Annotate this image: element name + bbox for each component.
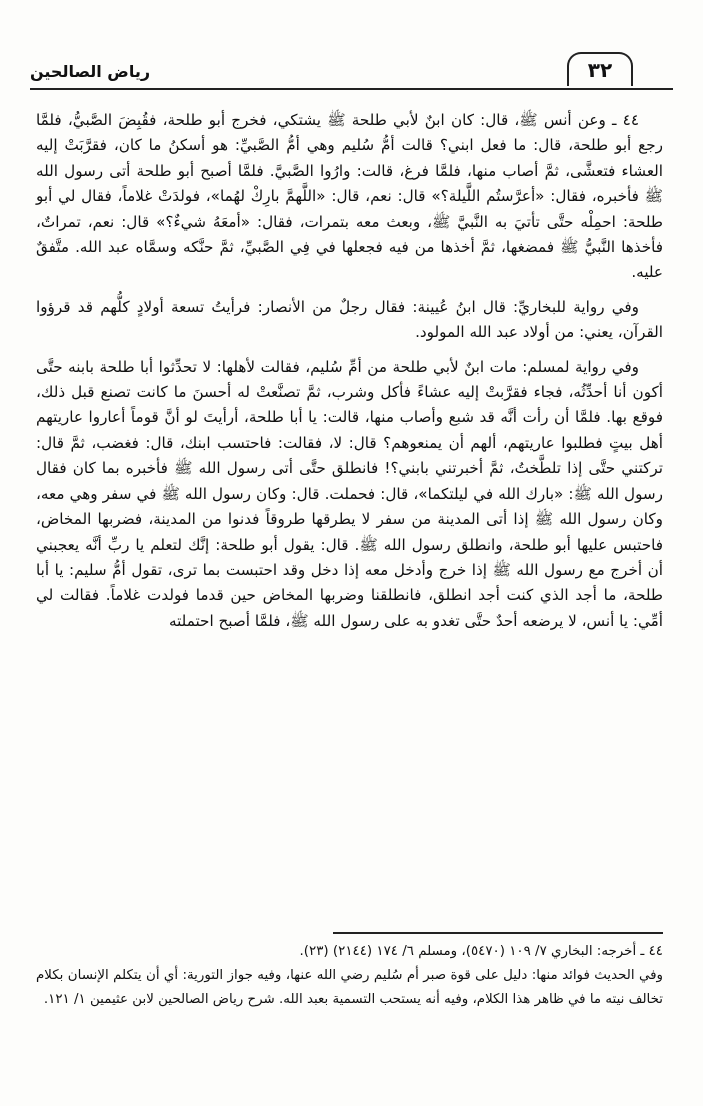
page-number: ٣٢ — [567, 52, 633, 86]
book-title: رياض الصالحين — [30, 62, 151, 81]
footnote-source: ٤٤ ـ أخرجه: البخاري ٧/ ١٠٩ (٥٤٧٠)، ومسلم ٦/ ١٧٤ (٢١٤٤) (٢٣). — [299, 944, 663, 959]
muslim-narration-paragraph: وفي رواية لمسلم: مات ابنٌ لأبي طلحة من أمِّ سُليم، فقالت لأهلها: لا تحدِّثوا أبا طلحة بابنه حتَّى أكون أنا أحدِّثُه، فجاء فقرَّبتْ إليه عشاءً فأكل وشرب، ثمَّ تصنَّعتْ له أحسنَ ما كانت تصنع قبل ذلك، فوقع بها. فلمَّا أن رأت أنَّه قد شبع وأصاب منها، قالت: يا أبا طلحة، أرأيتَ لو أنَّ قوماً أعاروا عاريتهم أهل بيتٍ فطلبوا عاريتهم، ألهم أن يمنعوهم؟ قال: لا، فقالت: فاحتسب ابنك، قال: فغضب، ثمَّ قال: تركتني حتَّى إذا تلطَّختُ، ثمَّ أخبرتني بابني؟! فانطلق حتَّى أتى رسول الله ﷺ فأخبره بما كان فقال رسول الله ﷺ: «بارك الله في ليلتكما»، قال: فحملت. قال: وكان رسول الله ﷺ في سفر وهي معه، وكان رسول الله ﷺ إذا أتى المدينة من سفر لا يطرقها طروقاً فدنوا من المدينة، فضربها المخاض، فاحتبس عليها أبو طلحة، وانطلق رسول الله ﷺ. قال: يقول أبو طلحة: إنَّك لتعلم يا ربِّ أنَّه يعجبني أن أخرج مع رسول الله ﷺ إذا خرج وأدخل معه إذا دخل وقد احتبست بما ترى، تقول أمُّ سليم: يا أبا طلحة، ما أجد الذي كنت أجد انطلق، فانطلقنا وضربها المخاض حين قدما فولدت غلاماً. فقالت لي أمِّي: يا أنس، لا يرضعه أحدٌ حتَّى تغدو به على رسول الله ﷺ، فلمَّا أصبح احتملته — [36, 357, 663, 630]
page-header — [30, 52, 673, 90]
footnote-divider — [333, 932, 663, 934]
footnotes — [36, 940, 663, 1012]
main-text — [36, 108, 663, 643]
bukhari-narration-paragraph: وفي رواية للبخاريِّ: قال ابنُ عُيينة: فقال رجلٌ من الأنصار: فرأيتُ تسعة أولادٍ كلُّهم قد قرؤوا القرآن، يعني: من أولاد عبد الله المولود. — [36, 297, 663, 342]
hadith-paragraph: ٤٤ ـ وعن أنس ﷺ، قال: كان ابنٌ لأبي طلحة ﷺ يشتكي، فخرج أبو طلحة، فقُبِضَ الصَّبيُّ، فلمَّا رجع أبو طلحة، قال: ما فعل ابني؟ قالت أمُّ سُليم وهي أمُّ الصَّبيِّ: هو أسكنُ ما كان، فقرَّبَتْ إليه العشاء فتعشَّى، ثمَّ أصاب منها، فلمَّا فرغ، قالت: وارُوا الصَّبيَّ. فلمَّا أصبح أبو طلحة أتى رسول الله ﷺ فأخبره، فقال: «أعرَّستُم اللَّيلة؟» قال: نعم، قال: «اللَّهمَّ بارِكْ لهُما»، فولدَتْ غلاماً، فقال لي أبو طلحة: احمِلْه حتَّى تأتيَ به النَّبيَّ ﷺ، وبعث معه بتمرات، فقال: «أمعَهُ شيءٌ؟» قال: نعم، تمراتٌ، فأخذها النَّبيُّ ﷺ فمضغها، ثمَّ أخذها من فيه فجعلها في فِي الصَّبيِّ، ثمَّ حنَّكه وسمَّاه عبد الله. متَّفقٌ عليه. — [36, 111, 663, 282]
footnote-benefits: وفي الحديث فوائد منها: دليل على قوة صبر أم سُليم رضي الله عنها، وفيه جواز التورية: أي أن يتكلم الإنسان بكلام تخالف نيته ما في ظاهر هذا الكلام، وفيه أنه يستحب التسمية بعبد الله. شرح رياض الصالحين لابن عثيمين ١/ ١٢١. — [36, 968, 663, 1007]
